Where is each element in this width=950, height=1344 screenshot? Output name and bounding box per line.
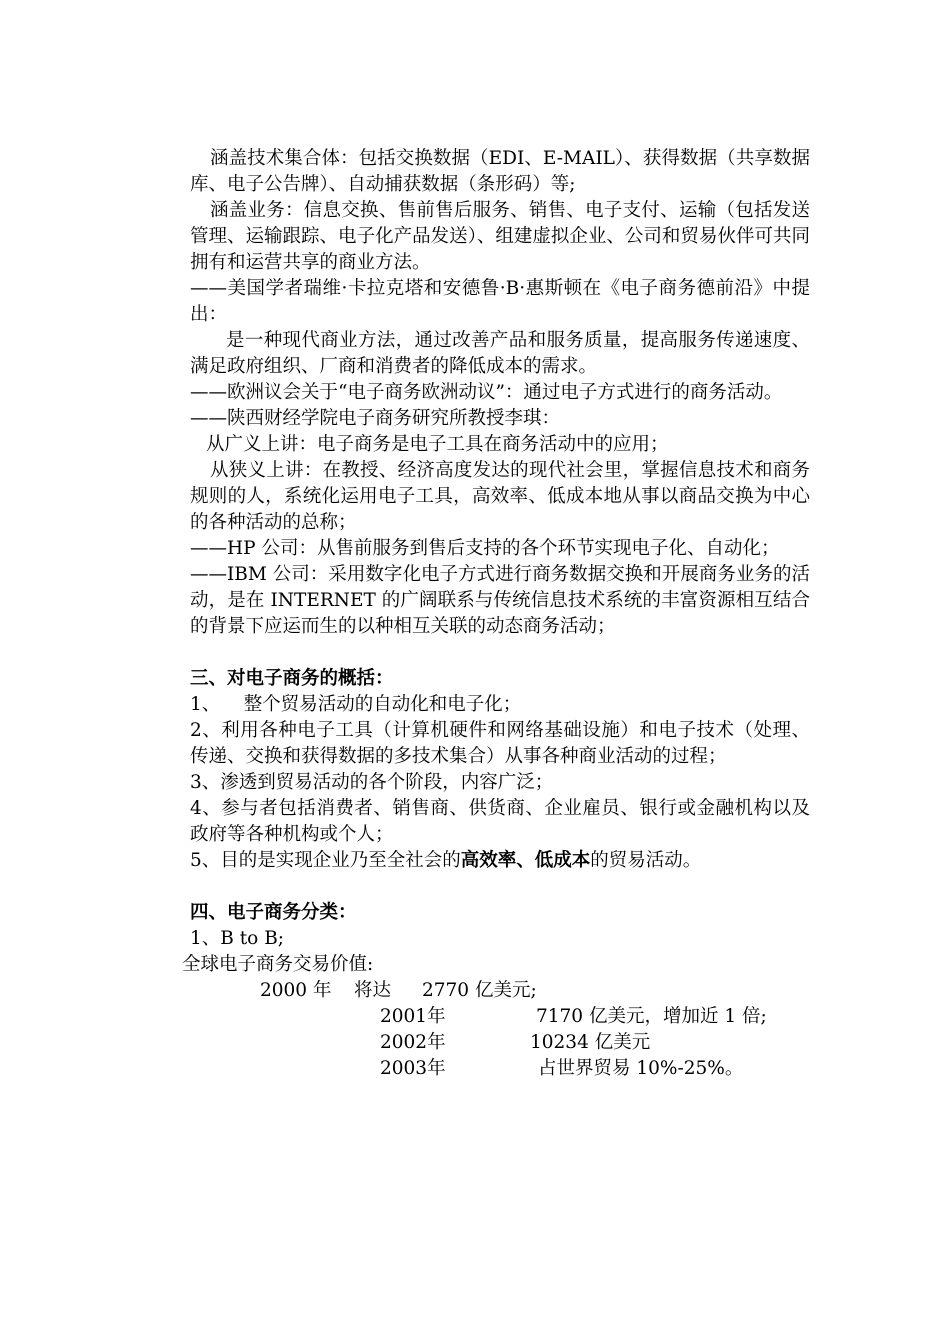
spacer	[190, 640, 810, 666]
paragraph-us-scholars: ——美国学者瑞维·卡拉克塔和安德鲁·B·惠斯顿在《电子商务德前沿》中提出：	[190, 278, 810, 325]
paragraph-broad-definition: 从广义上讲：电子商务是电子工具在商务活动中的应用；	[206, 434, 669, 455]
verb-label: 将达	[354, 980, 392, 1001]
value-label: 2770 亿美元;	[422, 980, 537, 1001]
list-item: 3、渗透到贸易活动的各个阶段，内容广泛；	[190, 772, 554, 793]
value-row-2001	[190, 1004, 810, 1030]
paragraph-business-scope: 涵盖业务：信息交换、售前售后服务、销售、电子支付、运输（包括发送管理、运输跟踪、电子化产品发送）、组建虚拟企业、公司和贸易伙伴可共同拥有和运营共享的商业方法。	[190, 200, 810, 273]
list-item-text: 5、目的是实现企业乃至全社会的	[190, 850, 461, 871]
paragraph-eu-parliament: ——欧洲议会关于“电子商务欧洲动议”：通过电子方式进行的商务活动。	[190, 382, 783, 403]
paragraph-ibm: ——IBM 公司：采用数字化电子方式进行商务数据交换和开展商务业务的活动，是在 INTERNET 的广阔联系与传统信息技术系统的丰富资源相互结合的背景下应运而生的以种相互关联的动态商务活动；	[190, 564, 810, 637]
spacer	[190, 874, 810, 900]
section-heading-categories: 四、电子商务分类：	[190, 902, 357, 923]
document-body	[182, 146, 810, 1082]
value-row-2002	[190, 1030, 810, 1056]
list-item: 4、参与者包括消费者、销售商、供货商、企业雇员、银行或金融机构以及政府等各种机构或个人；	[190, 798, 810, 845]
value-row-2000	[190, 978, 810, 1004]
paragraph-tech-collection: 涵盖技术集合体：包括交换数据（EDI、E-MAIL）、获得数据（共享数据库、电子公告牌）、自动捕获数据（条形码）等;	[190, 148, 810, 195]
paragraph-shaanxi-professor: ——陕西财经学院电子商务研究所教授李琪：	[190, 408, 561, 429]
list-item	[190, 848, 810, 874]
intro-text: 全球电子商务交易价值:	[182, 954, 374, 975]
year-label: 2002年	[380, 1032, 446, 1053]
list-item-text: 的贸易活动。	[590, 850, 702, 871]
list-item: 1、B to B;	[190, 928, 285, 949]
paragraph-modern-method: 是一种现代商业方法，通过改善产品和服务质量，提高服务传递速度、满足政府组织、厂商和消费者的降低成本的需求。	[190, 330, 810, 377]
section-heading-summary: 三、对电子商务的概括：	[190, 668, 394, 689]
year-label: 2003年	[380, 1058, 446, 1079]
value-label: 10234 亿美元	[530, 1032, 651, 1053]
paragraph-hp: ——HP 公司：从售前服务到售后支持的各个环节实现电子化、自动化；	[190, 538, 780, 559]
list-item: 1、 整个贸易活动的自动化和电子化；	[190, 694, 522, 715]
value-label: 占世界贸易 10%-25%。	[538, 1058, 744, 1079]
year-label: 2001年	[380, 1006, 446, 1027]
emphasis-text: 高效率、低成本	[460, 850, 591, 871]
value-row-2003	[190, 1056, 810, 1082]
year-label: 2000 年	[260, 980, 332, 1001]
paragraph-narrow-definition: 从狭义上讲：在教授、经济高度发达的现代社会里，掌握信息技术和商务规则的人，系统化运用电子工具，高效率、低成本地从事以商品交换为中心的各种活动的总称；	[190, 460, 810, 533]
list-item: 2、利用各种电子工具（计算机硬件和网络基础设施）和电子技术（处理、传递、交换和获得数据的多技术集合）从事各种商业活动的过程；	[190, 720, 810, 767]
value-label: 7170 亿美元，增加近 1 倍;	[536, 1006, 767, 1027]
